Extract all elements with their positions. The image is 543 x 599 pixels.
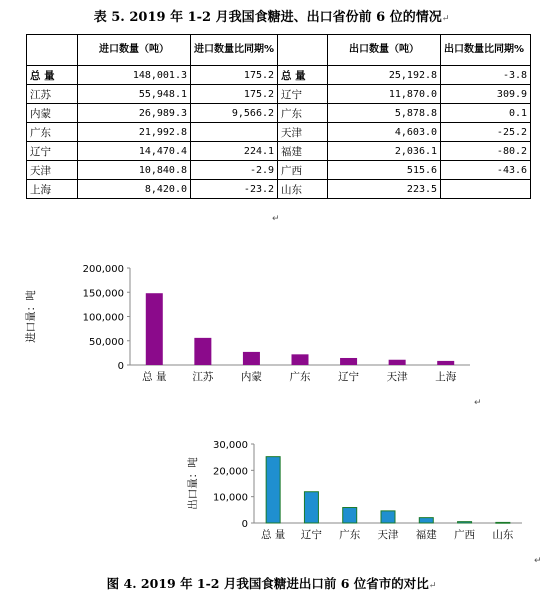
import-bar bbox=[243, 352, 260, 365]
table-cell: 2,036.1 bbox=[328, 142, 441, 161]
table-header-cell bbox=[27, 35, 78, 66]
table-cell: -43.6 bbox=[441, 161, 531, 180]
import-y-axis-title: 进口量：吨 bbox=[25, 290, 37, 343]
table-cell: 8,420.0 bbox=[78, 180, 191, 199]
table-cell: 25,192.8 bbox=[328, 66, 441, 85]
export-bar bbox=[266, 457, 280, 523]
table-cell: 175.2 bbox=[191, 85, 278, 104]
import-bar-chart bbox=[0, 252, 543, 412]
export-category-label: 福建 bbox=[415, 529, 437, 541]
import-bar bbox=[437, 361, 454, 365]
paragraph-mark-icon: ↵ bbox=[428, 581, 437, 591]
table-cell: 9,566.2 bbox=[191, 104, 278, 123]
table-cell: 天津 bbox=[27, 161, 78, 180]
export-category-label: 广西 bbox=[454, 529, 476, 541]
table-cell: 10,840.8 bbox=[78, 161, 191, 180]
table-cell: 309.9 bbox=[441, 85, 531, 104]
paragraph-mark-icon: ↵ bbox=[474, 398, 482, 408]
table-cell: 14,470.4 bbox=[78, 142, 191, 161]
table-title bbox=[0, 6, 543, 25]
import-category-label: 内蒙 bbox=[240, 371, 262, 383]
table-cell: 148,001.3 bbox=[78, 66, 191, 85]
figure-caption bbox=[0, 574, 543, 592]
table-cell: 山东 bbox=[278, 180, 328, 199]
export-bar bbox=[419, 518, 433, 523]
export-y-tick-label: 30,000 bbox=[213, 440, 248, 451]
table-cell: 55,948.1 bbox=[78, 85, 191, 104]
export-y-tick-label: 10,000 bbox=[213, 492, 248, 504]
table-cell: 广东 bbox=[27, 123, 78, 142]
paragraph-mark-icon: ↵ bbox=[534, 556, 542, 566]
table-cell: 223.5 bbox=[328, 180, 441, 199]
table-row bbox=[27, 180, 531, 199]
import-bar bbox=[389, 360, 406, 365]
table-header-cell: 出口数量（吨） bbox=[328, 35, 441, 66]
table-cell: 辽宁 bbox=[27, 142, 78, 161]
export-bar bbox=[304, 492, 318, 523]
table-cell: -25.2 bbox=[441, 123, 531, 142]
table-row bbox=[27, 161, 531, 180]
table-cell: 总 量 bbox=[27, 66, 78, 85]
import-y-tick-label: 0 bbox=[117, 361, 124, 372]
export-category-label: 总 量 bbox=[260, 529, 286, 541]
table-header-cell bbox=[278, 35, 328, 66]
export-category-label: 辽宁 bbox=[300, 529, 322, 541]
export-bar bbox=[496, 522, 510, 523]
import-bar bbox=[292, 354, 309, 365]
export-bar bbox=[343, 508, 357, 523]
table-cell: 224.1 bbox=[191, 142, 278, 161]
import-category-label: 总 量 bbox=[142, 371, 167, 383]
table-cell: 11,870.0 bbox=[328, 85, 441, 104]
export-category-label: 广东 bbox=[339, 529, 361, 541]
table-cell: -80.2 bbox=[441, 142, 531, 161]
export-bar bbox=[458, 522, 472, 523]
import-bar bbox=[194, 338, 211, 365]
export-y-tick-label: 0 bbox=[241, 519, 248, 530]
export-category-label: 天津 bbox=[377, 529, 399, 541]
export-y-axis-title: 出口量：吨 bbox=[187, 457, 199, 510]
table-title-text: 表 5. 2019 年 1-2 月我国食糖进、出口省份前 6 位的情况 bbox=[93, 10, 442, 25]
export-y-tick-label: 20,000 bbox=[213, 466, 248, 478]
table-cell: -3.8 bbox=[441, 66, 531, 85]
import-category-label: 天津 bbox=[386, 371, 408, 383]
table-cell: 0.1 bbox=[441, 104, 531, 123]
import-y-tick-label: 100,000 bbox=[82, 312, 124, 324]
table-cell: 21,992.8 bbox=[78, 123, 191, 142]
import-category-label: 上海 bbox=[435, 371, 457, 383]
export-category-label: 山东 bbox=[492, 529, 514, 541]
table-row bbox=[27, 66, 531, 85]
table-cell bbox=[191, 123, 278, 142]
table-row bbox=[27, 142, 531, 161]
table-header-cell: 进口数量比同期% bbox=[191, 35, 278, 66]
table-cell: 4,603.0 bbox=[328, 123, 441, 142]
import-bar bbox=[340, 358, 357, 365]
import-y-tick-label: 200,000 bbox=[82, 264, 124, 275]
table-cell: 辽宁 bbox=[278, 85, 328, 104]
import-category-label: 江苏 bbox=[192, 371, 214, 383]
import-y-tick-label: 150,000 bbox=[82, 288, 124, 300]
import-category-label: 辽宁 bbox=[338, 371, 360, 383]
table-cell: 上海 bbox=[27, 180, 78, 199]
figure-caption-text: 图 4. 2019 年 1-2 月我国食糖进出口前 6 位省市的对比 bbox=[106, 576, 429, 591]
table-cell: -2.9 bbox=[191, 161, 278, 180]
table-header-row bbox=[27, 35, 531, 66]
table-row bbox=[27, 104, 531, 123]
table-cell: 广西 bbox=[278, 161, 328, 180]
table-row bbox=[27, 123, 531, 142]
table-cell: 内蒙 bbox=[27, 104, 78, 123]
table-cell: 515.6 bbox=[328, 161, 441, 180]
import-y-tick-label: 50,000 bbox=[89, 336, 124, 348]
table-cell: 5,878.8 bbox=[328, 104, 441, 123]
table-cell: 天津 bbox=[278, 123, 328, 142]
paragraph-mark-icon: ↵ bbox=[441, 14, 450, 24]
table-cell: 江苏 bbox=[27, 85, 78, 104]
export-bar bbox=[381, 511, 395, 523]
table-cell: 总 量 bbox=[278, 66, 328, 85]
table-header-cell: 进口数量（吨） bbox=[78, 35, 191, 66]
table-cell: 广东 bbox=[278, 104, 328, 123]
export-bar-chart bbox=[0, 432, 543, 562]
import-bar bbox=[146, 293, 163, 365]
table-cell: 26,989.3 bbox=[78, 104, 191, 123]
table-cell: -23.2 bbox=[191, 180, 278, 199]
table-cell: 175.2 bbox=[191, 66, 278, 85]
table-cell bbox=[441, 180, 531, 199]
trade-table bbox=[26, 34, 531, 199]
import-category-label: 广东 bbox=[289, 371, 311, 383]
table-header-cell: 出口数量比同期% bbox=[441, 35, 531, 66]
table-row bbox=[27, 85, 531, 104]
paragraph-mark-icon: ↵ bbox=[272, 214, 280, 224]
table-cell: 福建 bbox=[278, 142, 328, 161]
